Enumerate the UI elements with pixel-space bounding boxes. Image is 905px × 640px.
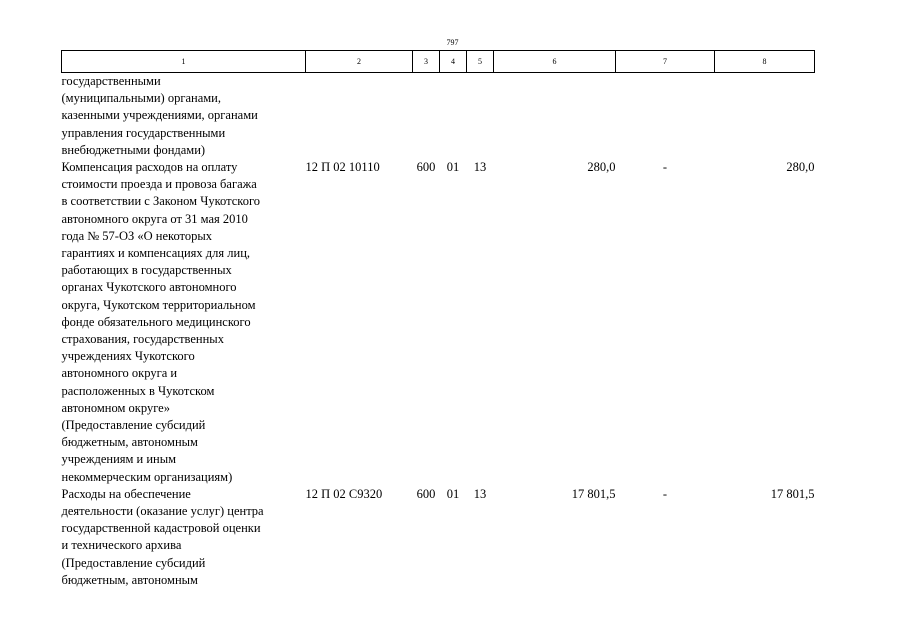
description-line: и технического архива <box>61 538 182 553</box>
description-line: (муниципальными) органами, <box>61 91 221 106</box>
row-change: - <box>662 486 668 501</box>
row-description <box>62 73 306 160</box>
description-line: работающих в государственных <box>61 263 232 278</box>
header-col-4: 4 <box>440 51 467 73</box>
description-line: (Предоставление субсидий <box>61 555 206 570</box>
row-amount: 280,0 <box>587 160 616 175</box>
row-description <box>62 159 306 486</box>
header-col-3: 3 <box>413 51 440 73</box>
header-col-5: 5 <box>467 51 494 73</box>
header-col-8: 8 <box>715 51 815 73</box>
row-code <box>306 73 413 160</box>
description-line: гарантиях и компенсациях для лиц, <box>61 246 251 261</box>
description-line: деятельности (оказание услуг) центра <box>61 504 264 519</box>
row-amount <box>494 73 616 160</box>
description-line: бюджетным, автономным <box>61 435 198 450</box>
description-line: управления государственными <box>61 125 226 140</box>
header-col-2: 2 <box>306 51 413 73</box>
description-line: государственными <box>61 74 161 88</box>
header-col-6: 6 <box>494 51 616 73</box>
row-rz: 01 <box>446 160 460 175</box>
row-rz: 01 <box>446 486 460 501</box>
budget-table <box>61 50 815 589</box>
description-line: автономного округа и <box>61 366 178 381</box>
description-line: учреждениях Чукотского <box>61 349 195 364</box>
row-amount: 17 801,5 <box>571 486 616 501</box>
row-change: - <box>662 160 668 175</box>
description-line: Компенсация расходов на оплату <box>61 160 238 175</box>
table-row <box>62 159 815 486</box>
row-pr: 13 <box>473 160 487 175</box>
table-header-row <box>62 51 815 73</box>
row-total <box>715 73 815 160</box>
description-line: Расходы на обеспечение <box>61 486 191 501</box>
header-col-7: 7 <box>616 51 715 73</box>
description-line: округа, Чукотском территориальном <box>61 297 256 312</box>
description-line: года № 57-ОЗ «О некоторых <box>61 228 212 243</box>
description-line: в соответствии с Законом Чукотского <box>61 194 261 209</box>
description-line: учреждениям и иным <box>61 452 177 467</box>
table-body <box>62 73 815 590</box>
row-pr <box>467 73 494 160</box>
description-line: автономном округе» <box>61 400 170 415</box>
row-vr <box>413 73 440 160</box>
row-change <box>616 73 715 160</box>
row-code: 12 П 02 С9320 <box>305 486 383 501</box>
description-line: автономного округа от 31 мая 2010 <box>61 211 248 226</box>
description-line: (Предоставление субсидий <box>61 418 206 433</box>
description-line: расположенных в Чукотском <box>61 383 215 398</box>
description-line: стоимости проезда и провоза багажа <box>61 177 257 192</box>
row-rz <box>440 73 467 160</box>
row-description <box>62 486 306 589</box>
row-vr: 600 <box>416 486 436 501</box>
row-code: 12 П 02 10110 <box>305 160 380 175</box>
row-pr: 13 <box>473 486 487 501</box>
table-row <box>62 73 815 160</box>
description-line: некоммерческим организациям) <box>61 469 233 484</box>
description-line: органах Чукотского автономного <box>61 280 237 295</box>
page-number: 797 <box>446 38 459 47</box>
description-line: казенными учреждениями, органами <box>61 108 258 123</box>
row-total: 17 801,5 <box>770 486 815 501</box>
description-line: страхования, государственных <box>61 332 224 347</box>
table-row <box>62 486 815 589</box>
description-line: внебюджетными фондами) <box>61 142 206 157</box>
description-line: бюджетным, автономным <box>61 572 198 587</box>
description-line: государственной кадастровой оценки <box>61 521 261 536</box>
row-vr: 600 <box>416 160 436 175</box>
row-total: 280,0 <box>786 160 815 175</box>
header-col-1: 1 <box>62 51 306 73</box>
description-line: фонде обязательного медицинского <box>61 314 251 329</box>
